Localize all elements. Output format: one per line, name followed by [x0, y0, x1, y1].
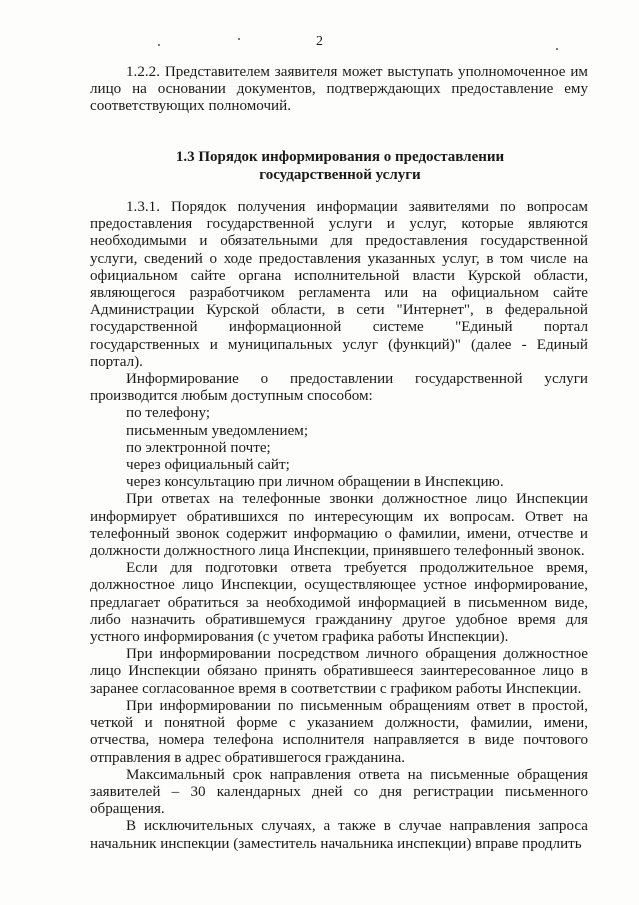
paragraph-personal-visit: При информировании посредством личного обращения должностное лицо Инспекции обязано принять обратившееся заинтересованное лицо в заранее согласованное время в соответствии с графиком работы Инспекции.: [90, 646, 588, 697]
page-number: 2: [316, 34, 323, 49]
paragraph-exceptional-cases: В исключительных случаях, а также в случае направления запроса начальник инспекции (заместитель начальника инспекции) вправе продлить: [90, 818, 588, 852]
method-item: письменным уведомлением;: [126, 422, 309, 439]
paragraph-1-2-2: 1.2.2. Представителем заявителя может выступать уполномоченное им лицо на основании документов, подтверждающих предоставление ему соответствующих полномочий.: [90, 64, 588, 115]
paragraph-phone-answers: При ответах на телефонные звонки должностное лицо Инспекции информирует обратившихся по интересующим их вопросам. Ответ на телефонный звонок содержит информацию о фамилии, имени, отчестве и должности должностного лица Инспекции, принявшего телефонный звонок.: [90, 491, 588, 560]
paragraph-written-requests: При информировании по письменным обращениям ответ в простой, четкой и понятной форме с указанием должности, фамилии, имени, отчества, номера телефона исполнителя направляется в виде почтового отправления в адрес обратившегося гражданина.: [90, 697, 588, 766]
section-heading: [100, 148, 580, 184]
section-1-2-2: [90, 64, 588, 116]
heading-line-1: 1.3 Порядок информирования о предоставлении: [175, 149, 505, 165]
method-item: через официальный сайт;: [126, 457, 290, 474]
paragraph-max-term: Максимальный срок направления ответа на письменные обращения заявителей – 30 календарных дней со дня регистрации письменного обращения.: [90, 766, 588, 818]
heading-line-2: государственной услуги: [259, 167, 421, 183]
paragraph-1-3-1: 1.3.1. Порядок получения информации заявителями по вопросам предоставления государственной услуги и услуг, которые являются необходимыми и обязательными для предоставления государственной услуги, сведений о ходе предоставления указанных услуг, в том числе на официальном сайте органа исполнительной власти Курской области, являющегося разработчиком регламента или на официальном сайте Администрации Курской области, в сети "Интернет", в федеральной государственной информационной системе "Единый портал государственных и муниципальных услуг (функций)" (далее - Единый портал).: [90, 199, 588, 370]
method-item: по телефону;: [126, 405, 211, 422]
section-1-3-body: [90, 199, 588, 853]
method-item: по электронной почте;: [126, 439, 271, 456]
paragraph-long-preparation: Если для подготовки ответа требуется продолжительное время, должностное лицо Инспекции, осуществляющее устное информирование, предлагает обратиться за необходимой информацией в письменном виде, либо назначить обратившемуся гражданину другое удобное время для устного информирования (с учетом графика работы Инспекции).: [90, 560, 588, 646]
paragraph-informing: Информирование о предоставлении государственной услуги производится любым доступным способом:: [90, 371, 588, 405]
method-item: через консультацию при личном обращении в Инспекцию.: [126, 474, 504, 491]
informing-methods-list: [90, 405, 588, 491]
